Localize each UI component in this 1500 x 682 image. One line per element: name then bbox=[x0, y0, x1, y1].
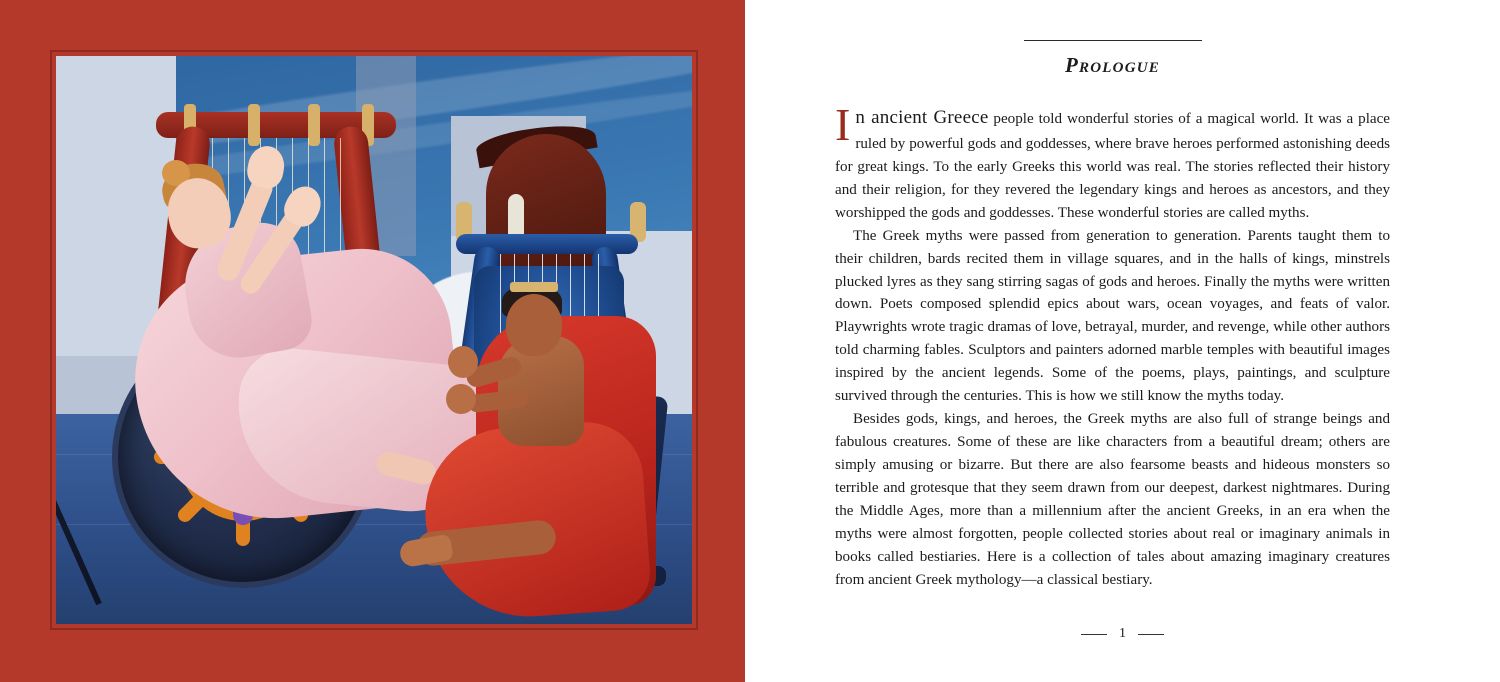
chapter-title: Prologue bbox=[1065, 53, 1160, 77]
folio-dash-right bbox=[1138, 634, 1164, 635]
paragraph-3: Besides gods, kings, and heroes, the Greek myths are also full of strange beings and fabulous creatures. Some of these are like characters from a beautiful dream; others are simply amusing or bizarre. But there are also fearsome beasts and hideous monsters so terrible and grotesque that they seem drawn from our deepest, darkest nightmares. During the Middle Ages, more than a millennium after the ancient Greeks, in an era when the myths were almost forgotten, people collected stories about real or imaginary animals in books called bestiaries. Here is a collection of tales about amazing imaginary creatures from ancient Greek mythology—a classical bestiary. bbox=[835, 411, 1390, 588]
left-page bbox=[0, 0, 745, 682]
paragraph-1 bbox=[835, 99, 1391, 225]
right-page bbox=[745, 0, 1500, 682]
folio-dash-left bbox=[1081, 634, 1107, 635]
paragraph-2: The Greek myths were passed from generation to generation. Parents taught them to their children, bards recited them in village squares, and in the halls of kings, minstrels plucked lyres as they sang stirring sagas of gods and heroes. Finally the myths were written down. Poets composed splendid epics about wars, ocean voyages, and feats of valor. Playwrights wrote tragic dramas of love, betrayal, murder, and revenge, while other authors told charming fables. Sculptors and painters adorned marble temples with beautiful images inspired by the ancient legends. Some of the poems, plays, paintings, and sculpture survived through the centuries. This is how we still know the myths today. bbox=[835, 227, 1390, 405]
paragraph-text: people told wonderful stories of a magical world. It was a place ruled by powerful gods and goddesses, where brave heroes performed astonishing deeds for great kings. To the early Greeks this world was real. The stories reflected their history and their religion, for they revered the legendary kings and heroes as ancestors, and they worshipped the gods and goddesses. These wonderful stories are called myths. bbox=[835, 111, 1391, 221]
chapter-rule bbox=[1024, 40, 1202, 41]
drop-cap: I bbox=[835, 99, 851, 150]
greek-musicians-illustration bbox=[56, 56, 692, 624]
text-column bbox=[835, 40, 1390, 592]
page-folio bbox=[745, 626, 1500, 642]
page-number: 1 bbox=[1119, 626, 1126, 641]
illustration-frame bbox=[50, 50, 698, 630]
paragraph-lead: n ancient Greece bbox=[855, 107, 989, 128]
man-musician-figure bbox=[406, 276, 692, 624]
